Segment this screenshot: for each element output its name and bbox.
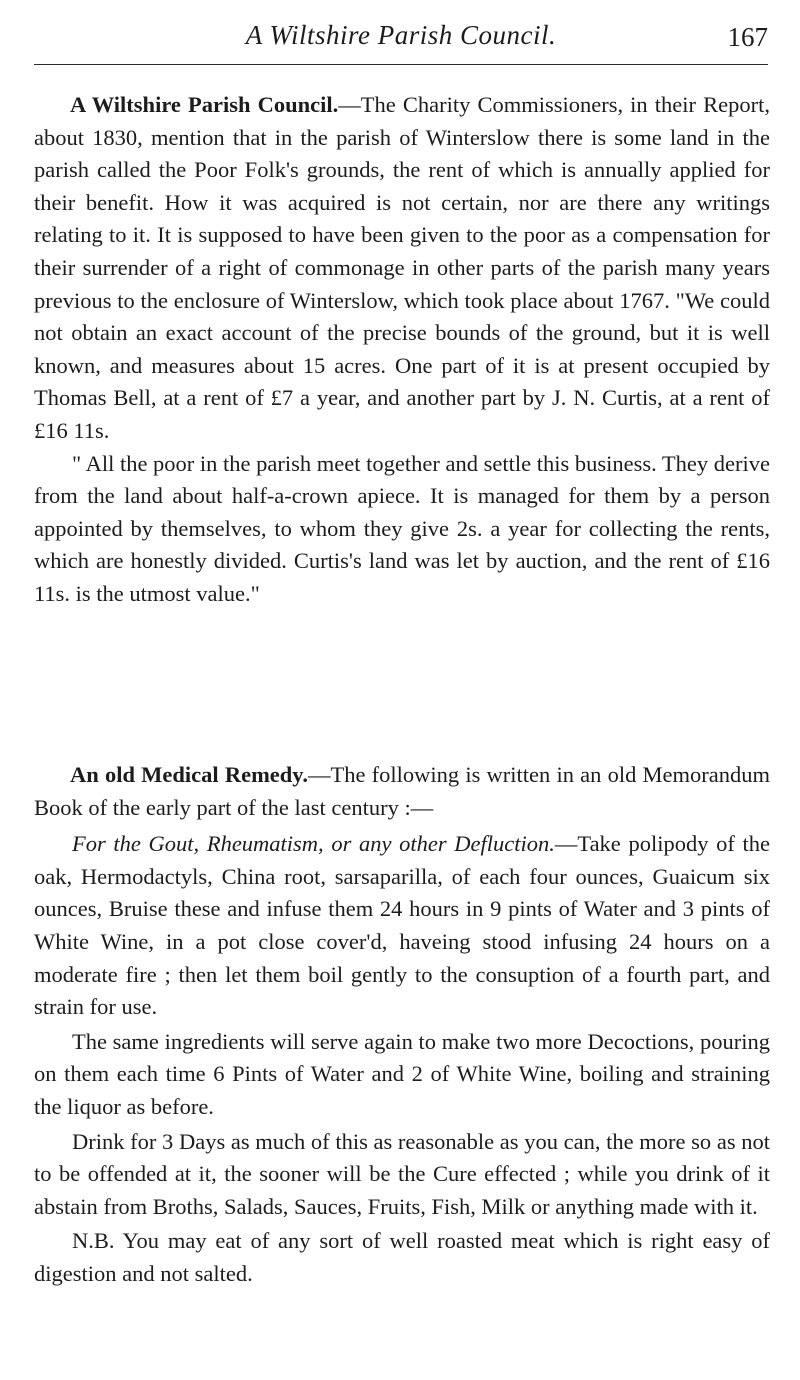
header-rule: [34, 64, 768, 65]
article-intro-text: —The following is written in an old Memorandum Book of the early part of the last century :—: [34, 762, 770, 820]
recipe-title: For the Gout, Rheumatism, or any other Defluction.: [72, 831, 555, 857]
page-number: 167: [727, 22, 768, 52]
article-heading: An old Medical Remedy.: [70, 762, 308, 787]
article-paragraph: N.B. You may eat of any sort of well roasted meat which is right easy of digestion and not salted.: [34, 1228, 770, 1286]
article-paragraph: [34, 759, 770, 824]
article-body-text: —The Charity Commissioners, in their Report, about 1830, mention that in the parish of Winterslow there is some land in the parish called the Poor Folk's grounds, the rent of which is annually applied for their benefit. How it was acquired is not certain, nor are there any writings relating to it. It is supposed to have been given to the poor as a compensation for their surrender of a right of commonage in other parts of the parish many years previous to the enclosure of Winterslow, which took place about 1767. "We could not obtain an exact account of the precise bounds of the ground, but it is well known, and measures about 15 acres. One part of it is at present occupied by Thomas Bell, at a rent of £7 a year, and another part by J. N. Curtis, at a rent of £16 11s.: [34, 92, 770, 443]
article-paragraph: [34, 89, 770, 448]
article-medical-remedy: [34, 759, 770, 1291]
running-header: [34, 18, 768, 62]
article-heading: A Wiltshire Parish Council.: [70, 92, 339, 117]
article-paragraph: " All the poor in the parish meet together and settle this business. They derive from the land about half-a-crown apiece. It is managed for them by a person appointed by themselves, to whom they give 2s. a year for collecting the rents, which are honestly divided. Curtis's land was let by auction, and the rent of £16 11s. is the utmost value.": [34, 450, 770, 606]
recipe-paragraph: [34, 828, 770, 1024]
article-paragraph: The same ingredients will serve again to make two more Decoctions, pouring on them each time 6 Pints of Water and 2 of White Wine, boiling and straining the liquor as before.: [34, 1028, 770, 1119]
recipe-body-text: —Take polipody of the oak, Hermodactyls, China root, sarsaparilla, of each four ounces, Guaicum six ounces, Bruise these and infuse them 24 hours in 9 pints of Water and 3 pints of White Wine, in a pot close cover'd, haveing stood infusing 24 hours on a moderate fire ; then let them boil gently to the consuption of a fourth part, and strain for use.: [34, 831, 770, 1020]
running-title: A Wiltshire Parish Council.: [245, 20, 557, 50]
article-paragraph: Drink for 3 Days as much of this as reasonable as you can, the more so as not to be offended at it, the sooner will be the Cure effected ; while you drink of it abstain from Broths, Salads, Sauces, Fruits, Fish, Milk or anything made with it.: [34, 1128, 770, 1219]
article-parish-council: [34, 89, 770, 611]
